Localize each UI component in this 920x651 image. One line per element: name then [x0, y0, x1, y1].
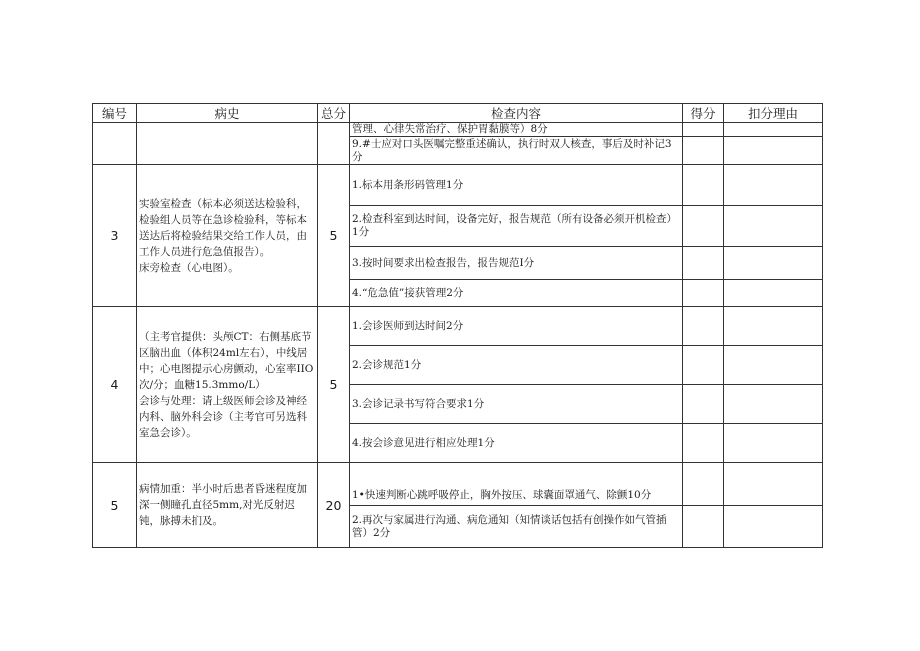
reason-cell[interactable]: [724, 123, 823, 137]
continuation-total-cell: [318, 123, 350, 165]
header-content: 检查内容: [350, 104, 683, 123]
header-history: 病史: [137, 104, 318, 123]
table-row: [93, 307, 823, 346]
item-number: 5: [93, 463, 137, 548]
score-cell[interactable]: [683, 424, 724, 463]
check-item: 4.“危急值”接获管理2分: [350, 280, 683, 307]
check-item: 1•快速判断心跳呼吸停止，胸外按压、球囊面罩通气、除颤10分: [350, 463, 683, 506]
history-text: 实验室检查（标本必须送达检验科，检验组人员等在急诊检验科，等标本送达后将检验结果交给工作人员，由工作人员进行危急值报告）。 床旁检查（心电图）。: [139, 197, 307, 274]
score-cell[interactable]: [683, 463, 724, 506]
check-item: 2.再次与家属进行沟通、病危通知（知情谈话包括有创操作如气管插管）2分: [350, 506, 683, 548]
check-item: 3.按时间要求出检查报告，报告规范I分: [350, 247, 683, 280]
history-text: 病情加重：半小时后患者昏迷程度加深一侧瞳孔直径5mm,对光反射迟钝，脉搏未扪及。: [139, 483, 307, 527]
history-cell: [137, 307, 318, 463]
reason-cell[interactable]: [724, 280, 823, 307]
score-cell[interactable]: [683, 247, 724, 280]
check-item: 3.会诊记录书写符合要求1分: [350, 385, 683, 424]
header-num: 编号: [93, 104, 137, 123]
total-score: 5: [318, 307, 350, 463]
reason-cell[interactable]: [724, 346, 823, 385]
check-item: 9.#士应对口头医嘱完整重述确认，执行时双人核查，事后及时补记3分: [350, 137, 683, 165]
reason-cell[interactable]: [724, 137, 823, 165]
reason-cell[interactable]: [724, 506, 823, 548]
score-cell[interactable]: [683, 165, 724, 206]
history-cell: [137, 463, 318, 548]
check-item: 1.会诊医师到达时间2分: [350, 307, 683, 346]
check-item: 1.标本用条形码管理1分: [350, 165, 683, 206]
check-item: 2.检查科室到达时间，设备完好，报告规范（所有设备必须开机检查）1分: [350, 206, 683, 247]
score-cell[interactable]: [683, 206, 724, 247]
total-score: 5: [318, 165, 350, 307]
item-number: 4: [93, 307, 137, 463]
reason-cell[interactable]: [724, 463, 823, 506]
continuation-num-cell: [93, 123, 137, 165]
history-text: （主考官提供：头颅CT：右侧基底节区脑出血（体积24ml左右），中线居中；心电图提示心房颤动，心室率IIO次/分；血糖15.3mmo/L） 会诊与处理：请上级医师会诊及神经内科、脑外科会诊（主考官可另选科室急会诊）。: [139, 330, 314, 439]
check-item: 管理、心律失常治疗、保护胃黏膜等）8分: [350, 123, 683, 137]
score-cell[interactable]: [683, 346, 724, 385]
score-cell[interactable]: [683, 123, 724, 137]
reason-cell[interactable]: [724, 385, 823, 424]
header-total: 总分: [318, 104, 350, 123]
check-item: 2.会诊规范1分: [350, 346, 683, 385]
score-cell[interactable]: [683, 506, 724, 548]
header-reason: 扣分理由: [724, 104, 823, 123]
reason-cell[interactable]: [724, 424, 823, 463]
continuation-history-cell: [137, 123, 318, 165]
score-cell[interactable]: [683, 137, 724, 165]
score-cell[interactable]: [683, 280, 724, 307]
header-score: 得分: [683, 104, 724, 123]
reason-cell[interactable]: [724, 307, 823, 346]
inspection-score-table: [92, 103, 823, 548]
reason-cell[interactable]: [724, 165, 823, 206]
table-row: [93, 463, 823, 506]
history-cell: [137, 165, 318, 307]
item-number: 3: [93, 165, 137, 307]
header-row: [93, 104, 823, 123]
score-cell[interactable]: [683, 385, 724, 424]
table-row: [93, 165, 823, 206]
total-score: 20: [318, 463, 350, 548]
check-item: 4.按会诊意见进行相应处理1分: [350, 424, 683, 463]
reason-cell[interactable]: [724, 206, 823, 247]
score-cell[interactable]: [683, 307, 724, 346]
continuation-row: [93, 123, 823, 137]
reason-cell[interactable]: [724, 247, 823, 280]
